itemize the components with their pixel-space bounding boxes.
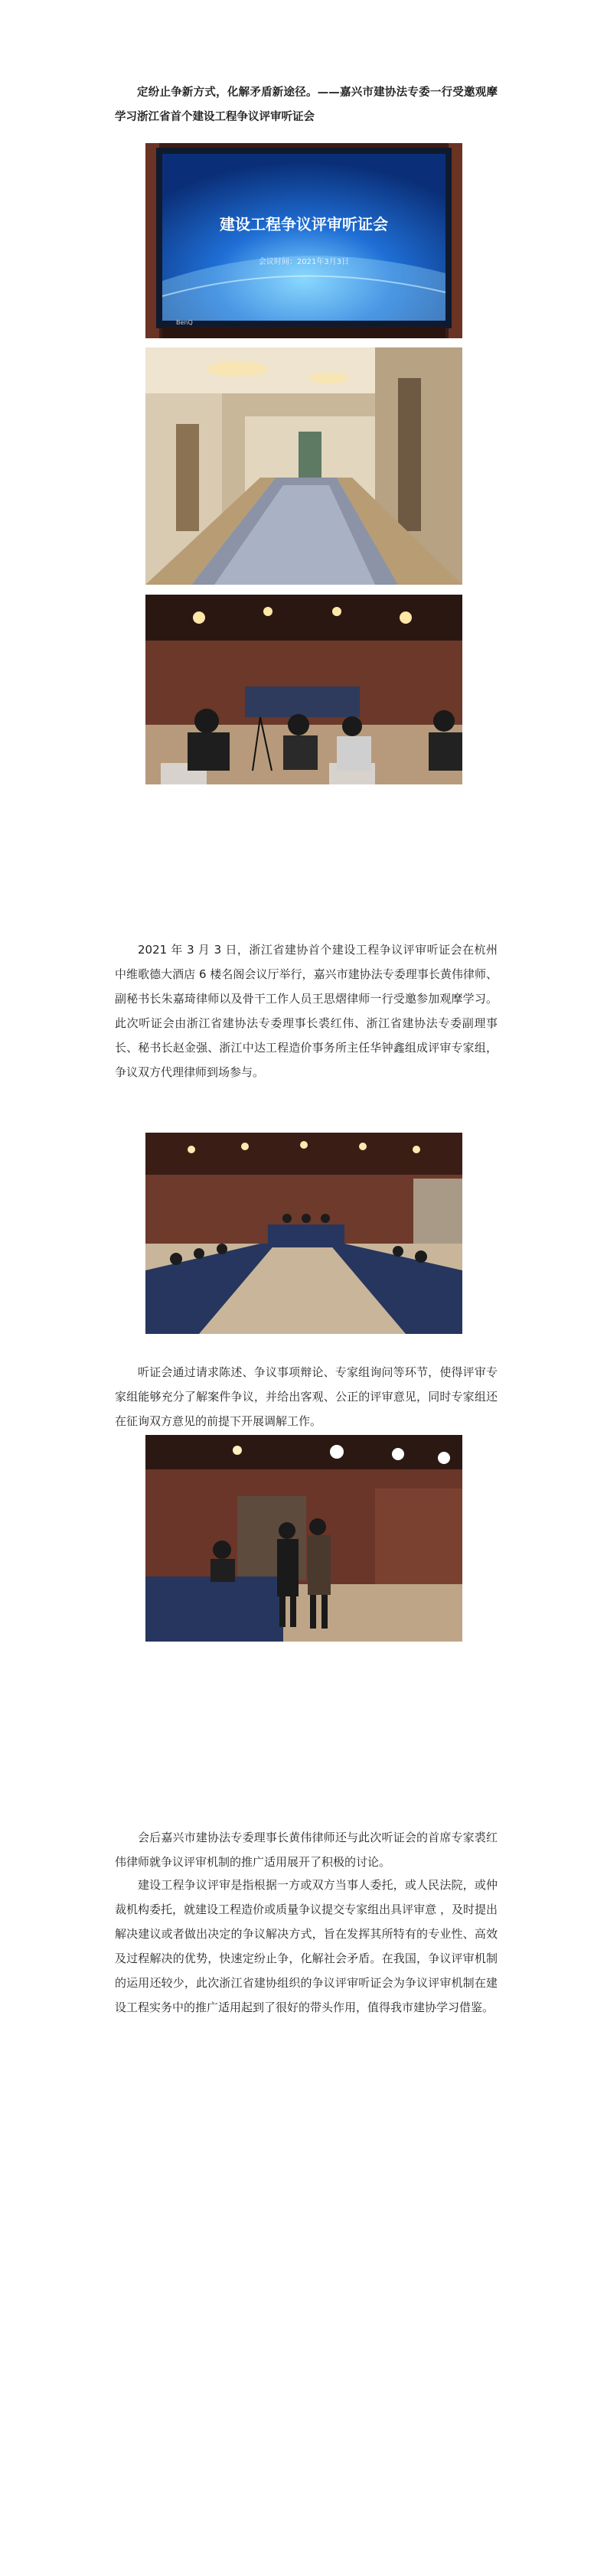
- photo-hearing-audience: [145, 595, 462, 784]
- screen-date: 会议时间：2021年3月3日: [258, 258, 350, 266]
- article-title-paragraph: 定纷止争新方式，化解矛盾新途径。——嘉兴市建协法专委一行受邀观摩学习浙江省首个建设工程争议评审听证会: [115, 85, 498, 123]
- photo-meeting-tables: [145, 1133, 462, 1334]
- screen-brand-logo: BenQ: [176, 319, 193, 326]
- hearing-paragraph: 听证会通过请求陈述、争议事项辩论、专家组询问等环节，使得评审专家组能够充分了解案件争议，并给出客观、公正的评审意见，同时专家组还在征询双方意见的前提下开展调解工作。: [115, 1365, 498, 1428]
- event-paragraph: 2021 年 3 月 3 日，浙江省建协首个建设工程争议评审听证会在杭州中维歌德大酒店 6 楼名阁会议厅举行，嘉兴市建协法专委理事长黄伟律师、副秘书长朱嘉琦律师以及骨干工作人员王思熠律师一行受邀参加观摩学习。此次听证会由浙江省建协法专委理事长裘红伟、浙江省建协法专委副理事长、秘书长赵金强、浙江中达工程造价事务所主任华钟鑫组成评审专家组，争议双方代理律师到场参与。: [115, 943, 498, 1079]
- screen-title: 建设工程争议评审听证会: [220, 215, 388, 233]
- photo-hotel-corridor: [145, 347, 462, 585]
- definition-paragraph: 建设工程争议评审是指根据一方或双方当事人委托，或人民法院，或仲裁机构委托，就建设工程造价或质量争议提交专家组出具评审意 ，及时提出解决建议或者做出决定的争议解决方式，旨在发挥其所特有的专业性、高效及过程解决的优势，快速定纷止争，化解社会矛盾。在我国，争议评审机制的运用还较少，此次浙江省建协组织的争议评审听证会为争议评审机制在建设工程实务中的推广适用起到了很好的带头作用，值得我市建协学习借鉴。: [115, 1878, 498, 2014]
- photo-projection-screen: [145, 143, 462, 338]
- photo-post-meeting-discussion: [145, 1435, 462, 1642]
- discussion-paragraph: 会后嘉兴市建协法专委理事长黄伟律师还与此次听证会的首席专家裘红伟律师就争议评审机制的推广适用展开了积极的讨论。: [115, 1831, 498, 1869]
